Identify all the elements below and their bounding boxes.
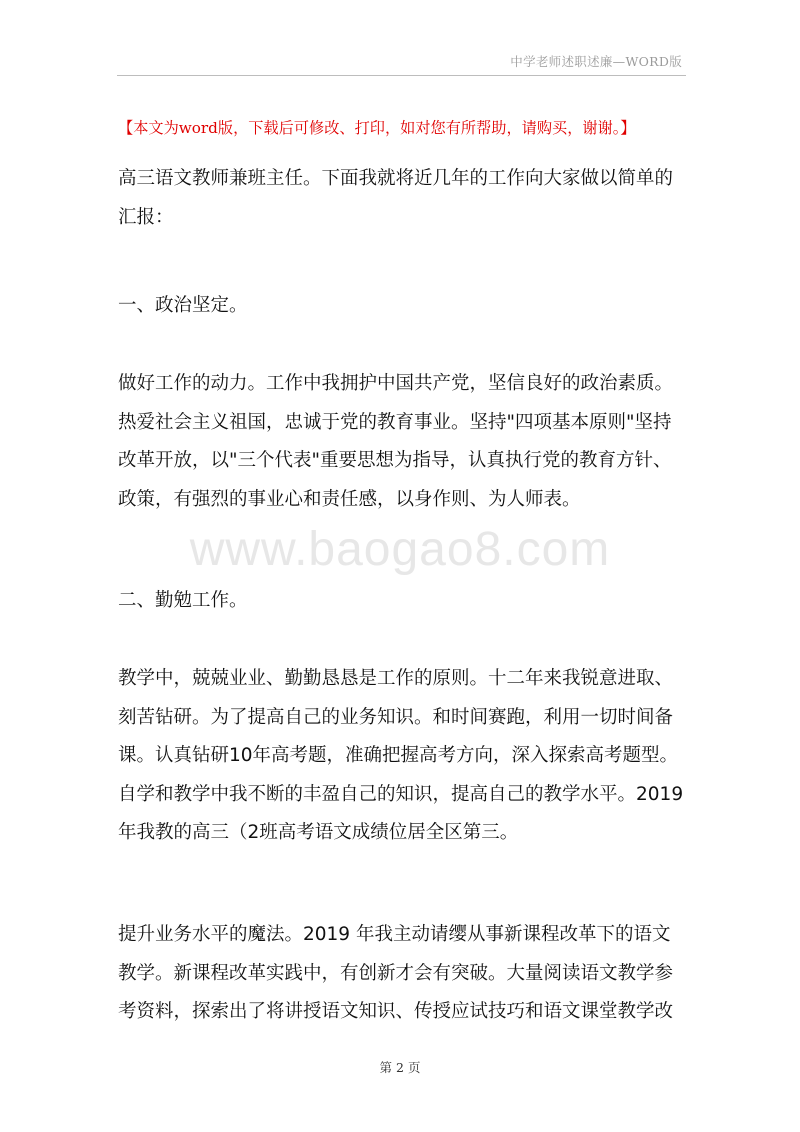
text-line: 考资料，探索出了将讲授语文知识、传授应试技巧和语文课堂教学改 — [118, 1001, 674, 1022]
text-line: 高三语文教师兼班主任。下面我就将近几年的工作向大家做以简单的 — [118, 168, 674, 189]
text-line: 政策，有强烈的事业心和责任感，以身作则、为人师表。 — [118, 488, 581, 510]
text-line: 自学和教学中我不断的丰盈自己的知识，提高自己的教学水平。2019 — [118, 783, 684, 805]
text-line: 年我教的高三（2班高考语文成绩位居全区第三。 — [118, 822, 519, 843]
text-line: 改革开放，以"三个代表"重要思想为指导，认真执行党的教育方针、 — [118, 450, 672, 471]
text-line: 汇报： — [118, 206, 174, 228]
paragraph-reform — [118, 916, 693, 1032]
text-line: 提升业务水平的魔法。2019 年我主动请缨从事新课程改革下的语文 — [118, 924, 671, 945]
paragraph-teaching — [118, 660, 693, 853]
text-line: 做好工作的动力。工作中我拥护中国共产党，坚信良好的政治素质。 — [118, 373, 674, 394]
text-line: 二、勤勉工作。 — [118, 590, 248, 611]
paragraph-intro — [118, 160, 693, 237]
paragraph-politics — [118, 365, 693, 519]
page-number: 第 2 页 — [379, 1060, 421, 1075]
section-heading-politics — [118, 287, 693, 326]
text-line: 教学。新课程改革实践中，有创新才会有突破。大量阅读语文教学参 — [118, 962, 674, 984]
watermark: www.baogao8.com — [189, 523, 611, 576]
text-line: 热爱社会主义祖国，忠诚于党的教育事业。坚持"四项基本原则"坚持 — [118, 411, 672, 433]
purchase-notice: 【本文为word版，下载后可修改、打印，如对您有所帮助，请购买，谢谢。】 — [118, 119, 636, 137]
section-heading-diligence — [118, 582, 693, 621]
text-line: 一、政治坚定。 — [118, 295, 248, 316]
text-line: 课。认真钻研10年高考题，准确把握高考方向，深入探索高考题型。 — [118, 745, 679, 766]
text-line: 教学中，兢兢业业、勤勤恳恳是工作的原则。十二年来我锐意进取、 — [118, 668, 674, 689]
header-divider — [117, 75, 686, 76]
page-header-title: 中学老师述职述廉—WORD版 — [510, 54, 682, 69]
text-line: 刻苦钻研。为了提高自己的业务知识。和时间赛跑，利用一切时间备 — [118, 706, 674, 728]
